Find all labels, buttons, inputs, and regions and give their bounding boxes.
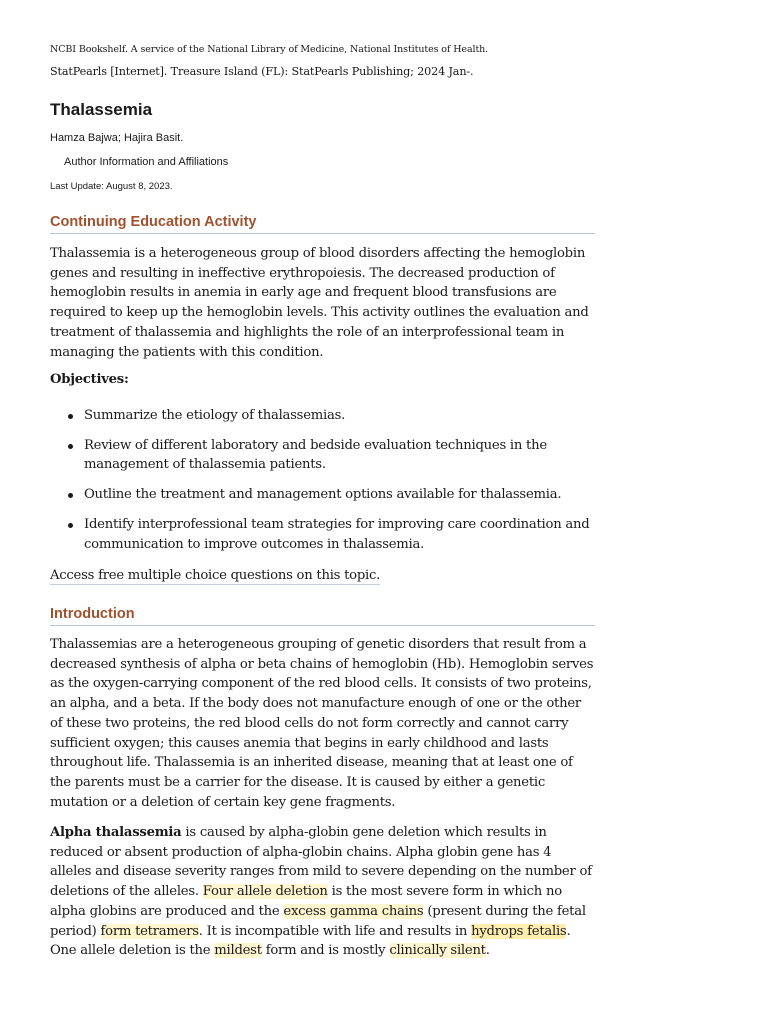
highlight-four-allele-deletion: Four allele deletion: [202, 884, 328, 900]
highlight-clinically-silent: clinically silent: [389, 943, 486, 959]
highlight-hydrops-fetalis: hydrops fetalis: [471, 923, 567, 939]
bookshelf-notice: NCBI Bookshelf. A service of the National Library of Medicine, National Institutes of Health.: [50, 44, 489, 55]
alpha-thalassemia-term: Alpha thalassemia: [50, 825, 182, 840]
paragraph-text: is the most severe form in which no alpha globins are produced and the: [50, 884, 562, 919]
continuing-education-heading: Continuing Education Activity: [50, 214, 595, 234]
highlight-excess-gamma-chains: excess gamma chains: [283, 903, 424, 919]
page-title: Thalassemia: [50, 100, 153, 119]
paragraph-text: (present during the fetal period): [50, 903, 586, 939]
objectives-list: [50, 406, 595, 564]
paragraph-text: is caused by alpha-globin gene deletion which results in reduced or absent production of alpha-globin chains. Alpha globin gene has 4 alleles and disease severity ranges from mild to severe depending on the number of deletions of the alleles.: [50, 825, 592, 900]
last-update-date: Last Update: August 8, 2023.: [50, 181, 173, 192]
objective-item: Outline the treatment and management options available for thalassemia.: [84, 485, 595, 505]
paragraph-text: form and is mostly: [261, 943, 390, 959]
paragraph-text: .: [485, 943, 490, 959]
objective-item: Identify interprofessional team strategies for improving care coordination and communication to improve outcomes in thalassemia.: [84, 515, 595, 554]
author-list: Hamza Bajwa; Hajira Basit.: [50, 132, 184, 144]
objectives-label: Objectives:: [50, 372, 129, 387]
introduction-paragraph-1: Thalassemias are a heterogeneous grouping of genetic disorders that result from a decreased synthesis of alpha or beta chains of hemoglobin (Hb). Hemoglobin serves as the oxygen-carrying component of the red blood cells. It consists of two proteins, an alpha, and a beta. If the body does not manufacture enough of one or the other of these two proteins, the red blood cells do not form correctly and cannot carry sufficient oxygen; this causes anemia that begins in early childhood and lasts throughout life. Thalassemia is an inherited disease, meaning that at least one of the parents must be a carrier for the disease. It is caused by either a genetic mutation or a deletion of certain key gene fragments.: [50, 637, 594, 810]
introduction-heading: Introduction: [50, 606, 595, 626]
paragraph-text: . One allele deletion is the: [50, 923, 571, 959]
objective-item: Summarize the etiology of thalassemias.: [84, 406, 595, 426]
mcq-link[interactable]: Access free multiple choice questions on this topic.: [50, 568, 381, 583]
highlight-mildest: mildest: [214, 943, 262, 959]
citation-line: StatPearls [Internet]. Treasure Island (FL): StatPearls Publishing; 2024 Jan-.: [50, 65, 474, 78]
author-affiliations-link[interactable]: Author Information and Affiliations: [64, 156, 229, 168]
introduction-paragraph-2: [50, 823, 595, 961]
paragraph-text: . It is incompatible with life and results in: [198, 923, 472, 939]
continuing-education-paragraph: Thalassemia is a heterogeneous group of blood disorders affecting the hemoglobin genes and resulting in ineffective erythropoiesis. The decreased production of hemoglobin results in anemia in early age and frequent blood transfusions are required to keep up the hemoglobin levels. This activity outlines the evaluation and treatment of thalassemia and highlights the role of an interprofessional team in managing the patients with this condition.: [50, 246, 589, 360]
highlight-form-tetramers: form tetramers: [100, 923, 199, 939]
objective-item: Review of different laboratory and bedside evaluation techniques in the management of thalassemia patients.: [84, 436, 595, 475]
